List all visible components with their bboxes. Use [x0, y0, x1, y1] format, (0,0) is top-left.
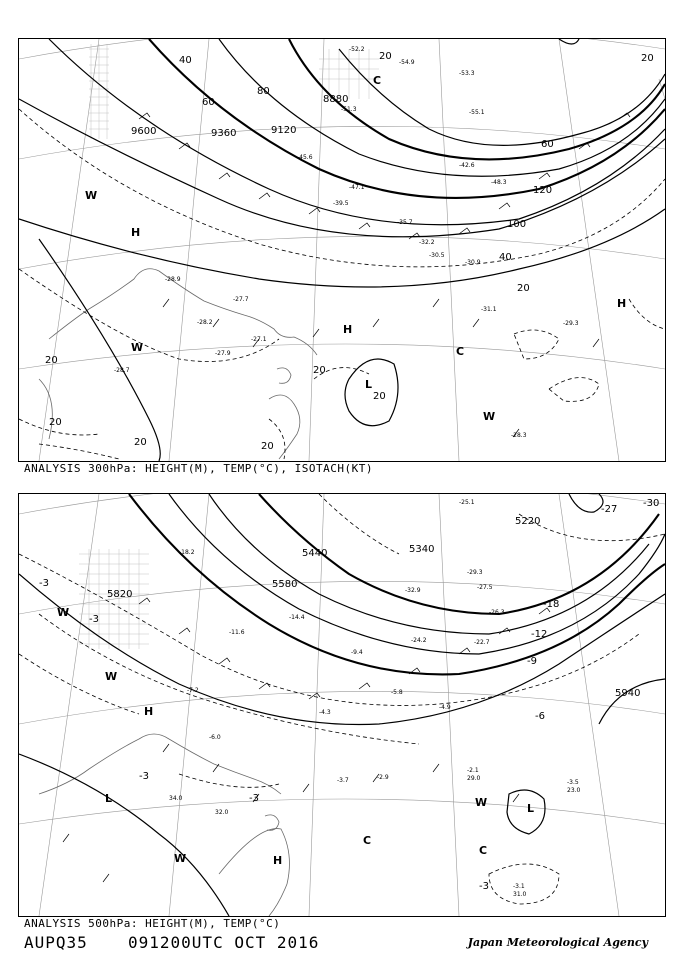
temp-label: -2.1: [467, 767, 479, 774]
temp-label: -52.2: [349, 46, 365, 53]
high-center: H: [617, 297, 627, 310]
isotherm-label: -6: [535, 711, 545, 722]
isotherm-label: -27: [601, 504, 618, 515]
isotherm-label: -9: [527, 656, 537, 667]
height-label: 5820: [107, 589, 133, 600]
isotherm-label: -3: [249, 793, 259, 804]
isotherms: [19, 494, 665, 904]
height-label: 5580: [272, 579, 298, 590]
height-label: 5940: [615, 688, 641, 699]
height-label: 5340: [409, 544, 435, 555]
temp-label: -28.7: [114, 367, 130, 374]
isotherm-label: -3: [479, 881, 489, 892]
map-500hpa-canvas: [19, 494, 665, 916]
high-center: H: [273, 854, 283, 867]
isotach-label: 20: [373, 391, 386, 402]
isotach-label: 20: [379, 51, 392, 62]
high-center: H: [343, 323, 353, 336]
temp-label: -30.9: [465, 259, 481, 266]
temp-label: -9.4: [351, 649, 363, 656]
temp-label: -48.3: [491, 179, 507, 186]
temp-label: -22.7: [474, 639, 490, 646]
warm-center: W: [131, 341, 144, 354]
temp-label: 34.0: [169, 795, 183, 802]
temp-label: -5.8: [391, 689, 403, 696]
temp-label: -4.3: [319, 709, 331, 716]
temp-label: -28.3: [511, 432, 527, 439]
temp-label: -6.0: [209, 734, 221, 741]
isotherm-label: -18: [543, 599, 560, 610]
map-500hpa: [18, 493, 666, 917]
isotach-label: 20: [313, 365, 326, 376]
temp-label: -26.3: [489, 609, 505, 616]
temp-label: -27.5: [477, 584, 493, 591]
graticule: [19, 494, 665, 916]
temp-label: -42.6: [459, 162, 475, 169]
temp-label: -51.3: [341, 106, 357, 113]
low-center: L: [105, 792, 113, 805]
isotach-label: 20: [134, 437, 147, 448]
high-center: H: [131, 226, 141, 239]
map-300hpa-canvas: [19, 39, 665, 461]
temperature-labels: [169, 499, 581, 898]
warm-center: W: [483, 410, 496, 423]
warm-center: W: [85, 189, 98, 202]
wind-barbs: [139, 113, 630, 437]
high-center: H: [144, 705, 154, 718]
isotach-label: 40: [179, 55, 192, 66]
temp-label: 32.0: [215, 809, 229, 816]
isotach-label: 20: [45, 355, 58, 366]
cold-center: C: [479, 844, 488, 857]
low-center: L: [365, 378, 373, 391]
temp-label: -28.2: [197, 319, 213, 326]
isotach-label: 20: [641, 53, 654, 64]
caption-500hpa: ANALYSIS 500hPa: HEIGHT(M), TEMP(°C): [24, 917, 281, 930]
temp-label: -27.7: [233, 296, 249, 303]
isotach-label: 80: [257, 86, 270, 97]
temp-label: -30.5: [429, 252, 445, 259]
temp-label: -28.9: [165, 276, 181, 283]
isotach-label: 60: [202, 97, 215, 108]
cold-center: C: [373, 74, 382, 87]
temp-label: -47.1: [349, 184, 365, 191]
temp-label: -24.2: [411, 637, 427, 644]
height-label: 8880: [323, 94, 349, 105]
cold-center: C: [456, 345, 465, 358]
agency-name: Japan Meteorological Agency: [467, 936, 648, 949]
temp-label: -29.3: [467, 569, 483, 576]
temp-label: -27.9: [215, 350, 231, 357]
temp-label: -31.1: [481, 306, 497, 313]
caption-300hpa: ANALYSIS 300hPa: HEIGHT(M), TEMP(°C), ISOTACH(KT): [24, 462, 374, 475]
temp-label: -39.5: [333, 200, 349, 207]
isotherm-label: -30: [643, 498, 660, 509]
isotach-label: 40: [499, 252, 512, 263]
isotherm-label: -3: [139, 771, 149, 782]
temp-label: -32.9: [405, 587, 421, 594]
temp-label: -35.7: [397, 219, 413, 226]
temp-label: -7.2: [187, 687, 199, 694]
warm-center: W: [105, 670, 118, 683]
chart-code: AUPQ35: [24, 933, 88, 952]
warm-center: W: [174, 852, 187, 865]
temp-label: -29.3: [563, 320, 579, 327]
isotach-label: 60: [541, 139, 554, 150]
height-label: 5220: [515, 516, 541, 527]
temp-label: -3.7: [337, 777, 349, 784]
isotach-label: 20: [261, 441, 274, 452]
temp-label: -14.4: [289, 614, 305, 621]
warm-center: W: [57, 606, 70, 619]
temp-label: -11.6: [229, 629, 245, 636]
low-center: L: [527, 802, 535, 815]
isotach-label: 120: [533, 185, 553, 196]
temp-label: -53.3: [459, 70, 475, 77]
isotherm-label: -12: [531, 629, 548, 640]
temp-label: -55.1: [469, 109, 485, 116]
temp-label: -2.9: [377, 774, 389, 781]
coastline: [39, 734, 289, 916]
temp-label: -32.2: [419, 239, 435, 246]
map-300hpa: [18, 38, 666, 462]
temp-label: -25.1: [459, 499, 475, 506]
isotach-label: 20: [517, 283, 530, 294]
temp-label: 31.0: [513, 891, 527, 898]
height-label: 9360: [211, 128, 237, 139]
temp-label: 29.0: [467, 775, 481, 782]
temp-label: -4.9: [439, 704, 451, 711]
height-label: 9120: [271, 125, 297, 136]
valid-time: 091200UTC OCT 2016: [128, 933, 320, 952]
isotherm-label: -3: [89, 614, 99, 625]
isotach-label: 20: [49, 417, 62, 428]
height-label: 9600: [131, 126, 157, 137]
isotachs: [19, 109, 665, 459]
temp-label: -27.1: [251, 336, 267, 343]
cold-center: C: [363, 834, 372, 847]
temp-label: -3.5: [567, 779, 579, 786]
temp-label: -18.2: [179, 549, 195, 556]
isotach-label: 100: [507, 219, 527, 230]
temp-label: -3.1: [513, 883, 525, 890]
temp-label: 23.0: [567, 787, 581, 794]
temp-label: -54.9: [399, 59, 415, 66]
isotherm-label: -3: [39, 578, 49, 589]
warm-center: W: [475, 796, 488, 809]
temp-label: -45.6: [297, 154, 313, 161]
height-label: 5440: [302, 548, 328, 559]
